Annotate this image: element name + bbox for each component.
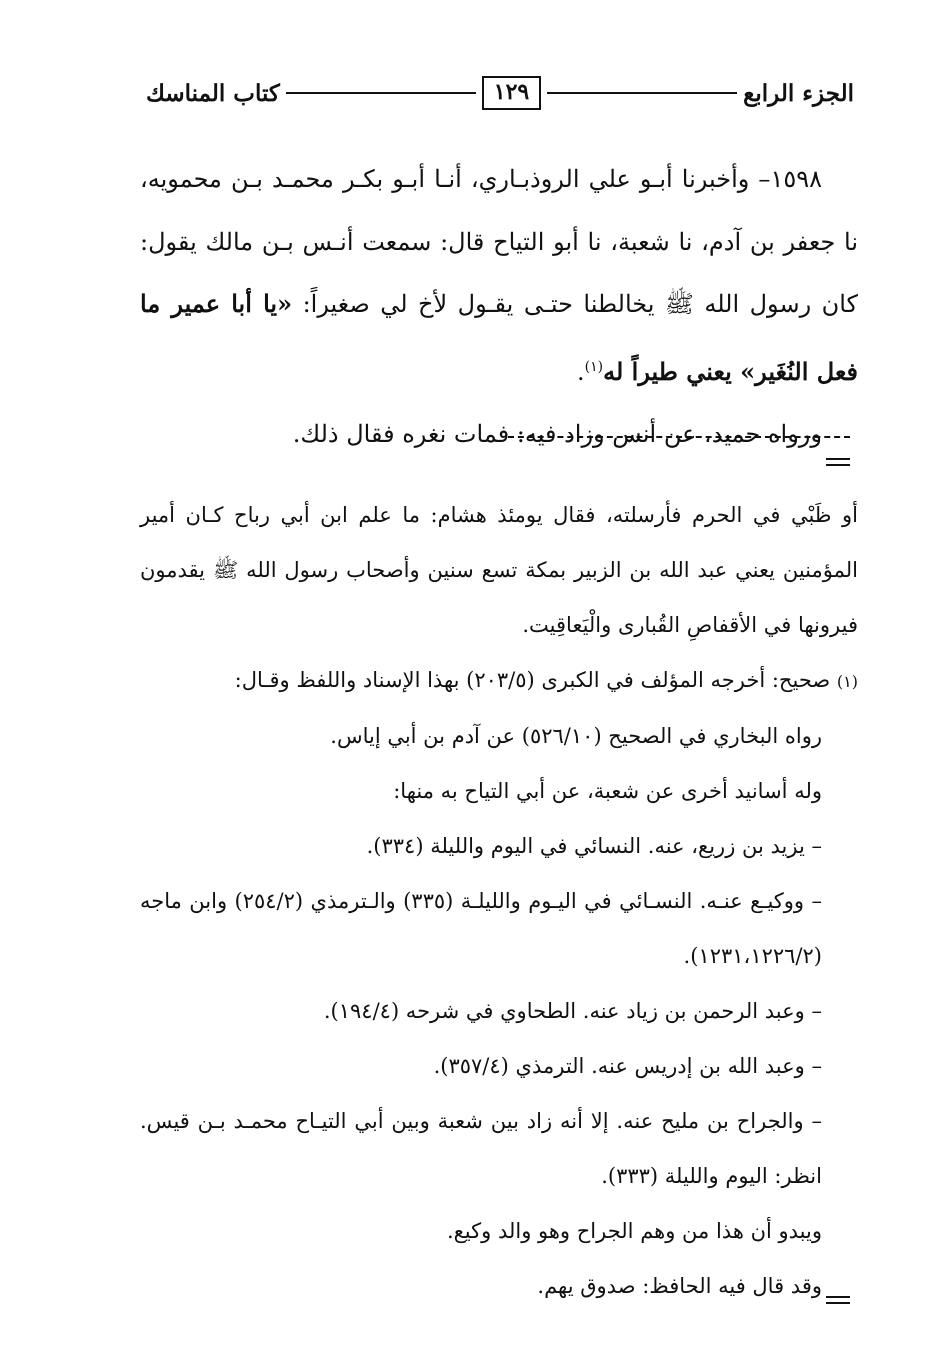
narration-note: ورواه حميد، عن أنس وزاد فيه: فمات نغره فقال ذلك. [292, 420, 822, 448]
footnote-1-line-4: – يزيد بن زريع، عنه. النسائي في اليوم والليلة (٣٣٤). [366, 834, 822, 858]
running-header [146, 70, 854, 116]
footnote-1-text: صحيح: أخرجه المؤلف في الكبرى (٢٠٣/٥) بهذا الإسناد واللفظ وقـال: [234, 668, 831, 692]
footnote-1-line-8: – والجراح بن مليح عنه. إلا أنه زاد بين شعبة وبين أبي التيـاح محمـد بـن قيس. انظر: اليوم والليلة (٣٣٣). [140, 1109, 822, 1188]
footnote-1-line-10: وقد قال فيه الحافظ: صدوق يهم. [537, 1274, 822, 1298]
footnote-reference: (١) [584, 358, 604, 375]
footnote-1-line-2: رواه البخاري في الصحيح (٥٢٦/١٠) عن آدم بن أبي إياس. [330, 724, 822, 748]
hadith-quote: «يا أبا عمير ما فعل النُغَير» [140, 289, 858, 386]
volume-title: الجزء الرابع [743, 79, 854, 107]
hadith-quote-tail: يعني طيراً له [603, 356, 741, 386]
footnote-1-line-6: – وعبد الرحمن بن زياد عنه. الطحاوي في شرحه (١٩٤/٤). [323, 999, 822, 1023]
main-text [140, 148, 858, 466]
footnote-1-line-9: ويبدو أن هذا من وهم الجراح وهو والد وكيع. [446, 1219, 822, 1243]
footnote-1-line-7: – وعبد الله بن إدريس عنه. الترمذي (٣٥٧/٤). [433, 1054, 822, 1078]
page-end-mark [826, 1296, 850, 1304]
hadith-quote-end: . [577, 357, 585, 386]
footnote-1-line-1 [140, 653, 858, 709]
footnote-continuation: أو ظَبْي في الحرم فأرسلته، فقال يومئذ هشام: ما علم ابن أبي رباح كـان أمير المؤمنين يعني عبد الله بن الزبير بمكة تسع سنين وأصحاب رسول الله ﷺ يقدمون فيرونها في الأقفاصِ القُبارى والْيَعاقِيت. [140, 503, 858, 637]
footnote-1-marker: (١) [836, 672, 858, 691]
hadith-paragraph [140, 148, 858, 403]
footnotes [140, 488, 858, 1314]
page-number: ١٢٩ [482, 76, 541, 110]
continuation-mark [826, 458, 850, 466]
header-rule-left [286, 92, 476, 94]
header-rule-right [547, 92, 737, 94]
footnote-1-line-5: – ووكيـع عنـه. النسـائي في اليـوم والليلـة (٣٣٥) والـترمذي (٢٥٤/٢) وابن ماجه (١٢٣١،١٢٢٦/٢). [140, 889, 822, 968]
footnote-separator [508, 436, 850, 438]
book-title: كتاب المناسك [145, 79, 280, 107]
footnote-1-line-3: وله أسانيد أخرى عن شعبة، عن أبي التياح به منها: [393, 779, 822, 803]
hadith-isnad: ١٥٩٨– وأخبرنا أبـو علي الروذبـاري، أنـا أبـو بكـر محمـد بـن محمويه، نا جعفر بن آدم، نا شعبة، نا أبو التياح قال: سمعت أنـس بـن مالك يقول: كان رسول الله ﷺ يخالطنا حتـى يقـول لأخ لي صغيراً: [140, 165, 858, 318]
